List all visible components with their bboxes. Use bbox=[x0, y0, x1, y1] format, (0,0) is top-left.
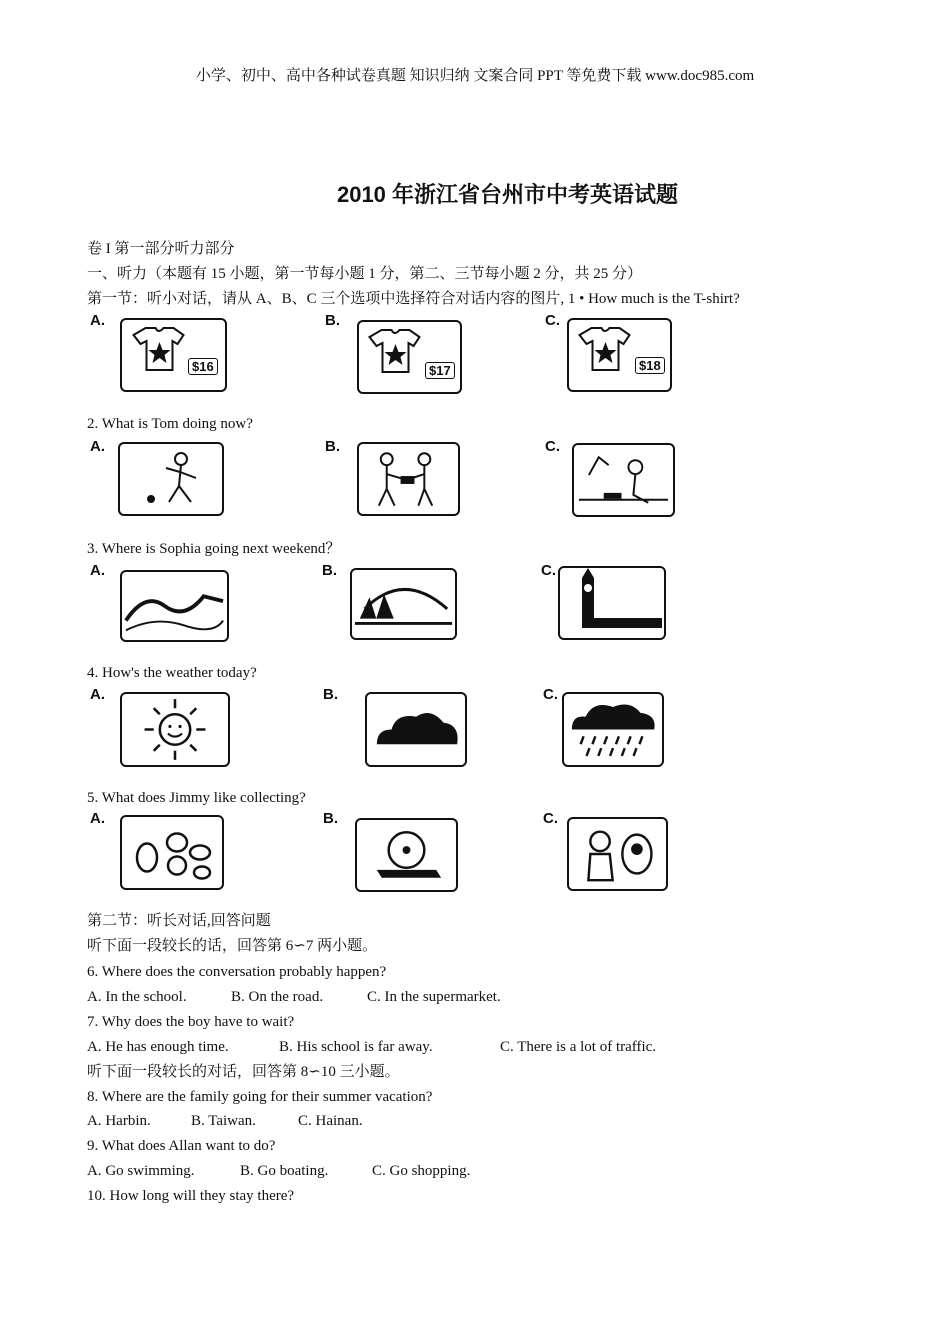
option-c: C. Go shopping. bbox=[372, 1163, 471, 1179]
option-label: C. bbox=[543, 686, 558, 703]
tshirt-image bbox=[357, 320, 462, 394]
page-header: 小学、初中、高中各种试卷真题 知识归纳 文案合同 PPT 等免费下载 www.doc985.com bbox=[195, 68, 755, 84]
option-label: A. bbox=[90, 438, 105, 455]
sydney-opera-house-image bbox=[350, 568, 457, 640]
question-1: 第一节：听小对话，请从 A、B、C 三个选项中选择符合对话内容的图片, 1 • How much is the T-shirt? bbox=[87, 291, 740, 307]
option-label: B. bbox=[323, 810, 338, 827]
big-ben-image bbox=[558, 566, 666, 640]
question-4: 4. How's the weather today? bbox=[87, 665, 257, 681]
question-5: 5. What does Jimmy like collecting? bbox=[87, 790, 306, 806]
option-label: A. bbox=[90, 686, 105, 703]
cloudy-icon bbox=[365, 692, 467, 767]
option-a: A. He has enough time. bbox=[87, 1039, 229, 1055]
option-label: B. bbox=[323, 686, 338, 703]
section-heading: 第二节：听长对话,回答问题 bbox=[87, 913, 271, 929]
option-a: A. Go swimming. bbox=[87, 1163, 195, 1179]
rainy-icon bbox=[562, 692, 664, 767]
great-wall-image bbox=[120, 570, 229, 642]
option-c: C. In the supermarket. bbox=[367, 989, 501, 1005]
question-9: 9. What does Allan want to do? bbox=[87, 1138, 276, 1154]
question-2: 2. What is Tom doing now? bbox=[87, 416, 253, 432]
option-b: B. His school is far away. bbox=[279, 1039, 433, 1055]
instructions: 听下面一段较长的对话，回答第 8∽10 三小题。 bbox=[87, 1064, 400, 1080]
question-3: 3. Where is Sophia going next weekend？ bbox=[87, 541, 341, 557]
question-8: 8. Where are the family going for their summer vacation? bbox=[87, 1089, 433, 1105]
option-label: C. bbox=[545, 312, 560, 329]
option-b: B. Go boating. bbox=[240, 1163, 329, 1179]
boys-image bbox=[357, 442, 460, 516]
option-label: B. bbox=[325, 312, 340, 329]
boy-playing-image bbox=[118, 442, 224, 516]
option-b: B. On the road. bbox=[231, 989, 324, 1005]
price-tag: $17 bbox=[425, 362, 455, 379]
option-b: B. Taiwan. bbox=[191, 1113, 256, 1129]
tshirt-image bbox=[120, 318, 227, 392]
reading-image bbox=[572, 443, 675, 517]
question-7: 7. Why does the boy have to wait? bbox=[87, 1014, 295, 1030]
option-label: B. bbox=[322, 562, 337, 579]
option-label: C. bbox=[545, 438, 560, 455]
option-label: A. bbox=[90, 312, 105, 329]
option-label: A. bbox=[90, 810, 105, 827]
option-c: C. Hainan. bbox=[298, 1113, 363, 1129]
option-a: A. Harbin. bbox=[87, 1113, 151, 1129]
tshirt-image bbox=[567, 318, 672, 392]
instructions: 一、听力（本题有 15 小题，第一节每小题 1 分，第二、三节每小题 2 分，共 25 分） bbox=[87, 266, 643, 282]
cds-image bbox=[355, 818, 458, 892]
stamps-image bbox=[567, 817, 668, 891]
option-c: C. There is a lot of traffic. bbox=[500, 1039, 657, 1055]
page-title: 2010 年浙江省台州市中考英语试题 bbox=[336, 182, 679, 207]
price-tag: $18 bbox=[635, 357, 665, 374]
option-label: C. bbox=[543, 810, 558, 827]
question-6: 6. Where does the conversation probably happen? bbox=[87, 964, 387, 980]
option-label: A. bbox=[90, 562, 105, 579]
section-heading: 卷 I 第一部分听力部分 bbox=[87, 241, 235, 257]
sunny-icon bbox=[120, 692, 230, 767]
option-label: C. bbox=[541, 562, 556, 579]
instructions: 听下面一段较长的话，回答第 6∽7 两小题。 bbox=[87, 938, 378, 954]
option-label: B. bbox=[325, 438, 340, 455]
question-10: 10. How long will they stay there? bbox=[87, 1188, 295, 1204]
option-a: A. In the school. bbox=[87, 989, 187, 1005]
shells-image bbox=[120, 815, 224, 890]
price-tag: $16 bbox=[188, 358, 218, 375]
